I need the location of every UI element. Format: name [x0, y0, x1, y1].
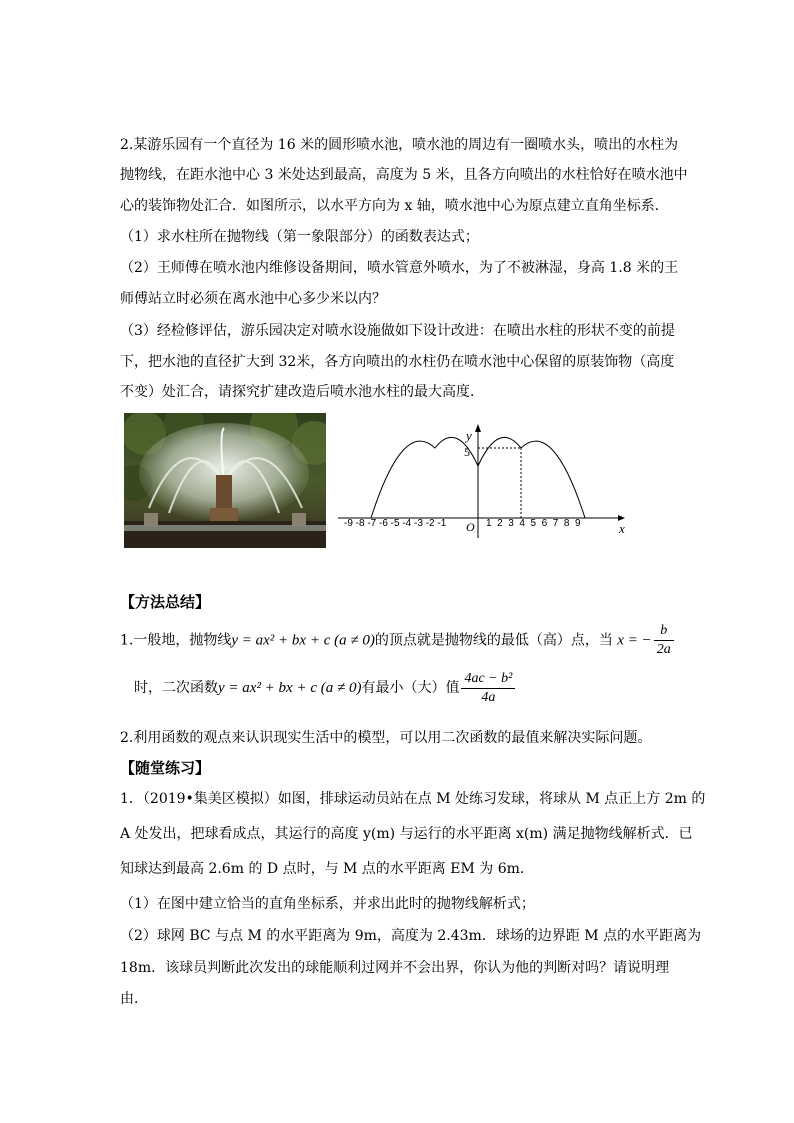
- problem2-line1: 2.某游乐园有一个直径为 16 米的圆形喷水池，喷水池的周边有一圈喷水头，喷出的水柱为: [120, 137, 679, 153]
- x-axis-label: x: [619, 521, 625, 536]
- problem2-line2: 抛物线，在距水池中心 3 米处达到最高，高度为 5 米，且各方向喷出的水柱恰好在喷水池中: [120, 167, 688, 183]
- practice-question1: （1）在图中建立恰当的直角坐标系，并求出此时的抛物线解析式；: [120, 896, 535, 912]
- fountain-photo: [124, 413, 326, 548]
- method-item1-line2-formula: y = ax² + bx + c (a ≠ 0): [218, 680, 362, 696]
- x-tick-labels-negative: -9 -8 -7 -6 -5 -4 -3 -2 -1: [344, 518, 447, 529]
- practice-question2-line1: （2）球网 BC 与点 M 的水平距离为 9m，高度为 2.43m．球场的边界距 M 点的水平距离为: [120, 928, 702, 944]
- method-item1-line2-fraction: [461, 670, 515, 707]
- method-heading: 【方法总结】: [120, 593, 211, 611]
- fraction-denominator: 2a: [656, 642, 671, 657]
- method-item1-line2-text-a: 时，二次函数: [134, 680, 218, 696]
- problem2-question3-line2: 下，把水池的直径扩大到 32米，各方向喷出的水柱仍在喷水池中心保留的原装饰物（高度: [120, 354, 675, 370]
- practice-line2: A 处发出，把球看成点，其运行的高度 y(m) 与运行的水平距离 x(m) 满足抛物线解析式．已: [120, 826, 693, 842]
- method-item1-line2: [134, 668, 694, 708]
- problem2-line3: 心的装饰物处汇合．如图所示，以水平方向为 x 轴，喷水池中心为原点建立直角坐标系．: [120, 198, 669, 214]
- fraction-numerator: b: [654, 622, 674, 641]
- practice-heading: 【随堂练习】: [120, 759, 211, 777]
- practice-question2-line2: 18m．该球员判断此次发出的球能顺利过网并不会出界，你认为他的判断对吗？请说明理: [120, 960, 670, 976]
- practice-line1: 1．（2019•集美区模拟）如图，排球运动员站在点 M 处练习发球，将球从 M 点正上方 2m 的: [120, 791, 706, 807]
- right-parabola: [478, 437, 585, 518]
- y-tick-5: 5: [464, 445, 470, 459]
- x-tick-labels-positive: 1 2 3 4 5 6 7 8 9: [486, 518, 581, 529]
- method-item1-line2-text-b: 有最小（大）值: [361, 680, 460, 696]
- fraction-denominator: 4a: [481, 689, 496, 705]
- method-item1-line1: [120, 622, 680, 658]
- y-axis-arrow: [475, 424, 481, 432]
- method-item1-fraction: [654, 622, 674, 659]
- method-item1-text-a: 1.一般地，抛物线: [120, 632, 232, 649]
- problem2-question3-line1: （3）经检修评估，游乐园决定对喷水设施做如下设计改进：在喷出水柱的形状不变的前提: [120, 323, 675, 339]
- problem2-question2-line1: （2）王师傅在喷水池内维修设备期间，喷水管意外喷水，为了不被淋湿，身高 1.8 米的王: [120, 260, 679, 276]
- practice-question2-line3: 由．: [120, 991, 148, 1007]
- problem2-question2-line2: 师傅站立时必须在离水池中心多少米以内？: [120, 291, 386, 307]
- fraction-numerator: 4ac − b²: [461, 670, 515, 689]
- left-parabola: [371, 437, 478, 518]
- method-item2: 2.利用函数的观点来认识现实生活中的模型，可以用二次函数的最值来解决实际问题。: [120, 730, 652, 746]
- origin-label: O: [466, 520, 475, 534]
- problem2-question3-line3: 不变）处汇合，请探究扩建改造后喷水池水柱的最大高度．: [120, 384, 484, 400]
- method-item1-x-eq: x = −: [617, 632, 652, 649]
- practice-line3: 知球达到最高 2.6m 的 D 点时，与 M 点的水平距离 EM 为 6m．: [120, 861, 534, 877]
- method-item1-text-b: 的顶点就是抛物线的最低（高）点，当: [374, 632, 613, 649]
- y-axis-label: y: [466, 428, 472, 443]
- parabola-graph: [336, 420, 626, 540]
- problem2-question1: （1）求水柱所在抛物线（第一象限部分）的函数表达式；: [120, 229, 479, 245]
- method-item1-formula: y = ax² + bx + c (a ≠ 0): [231, 632, 375, 649]
